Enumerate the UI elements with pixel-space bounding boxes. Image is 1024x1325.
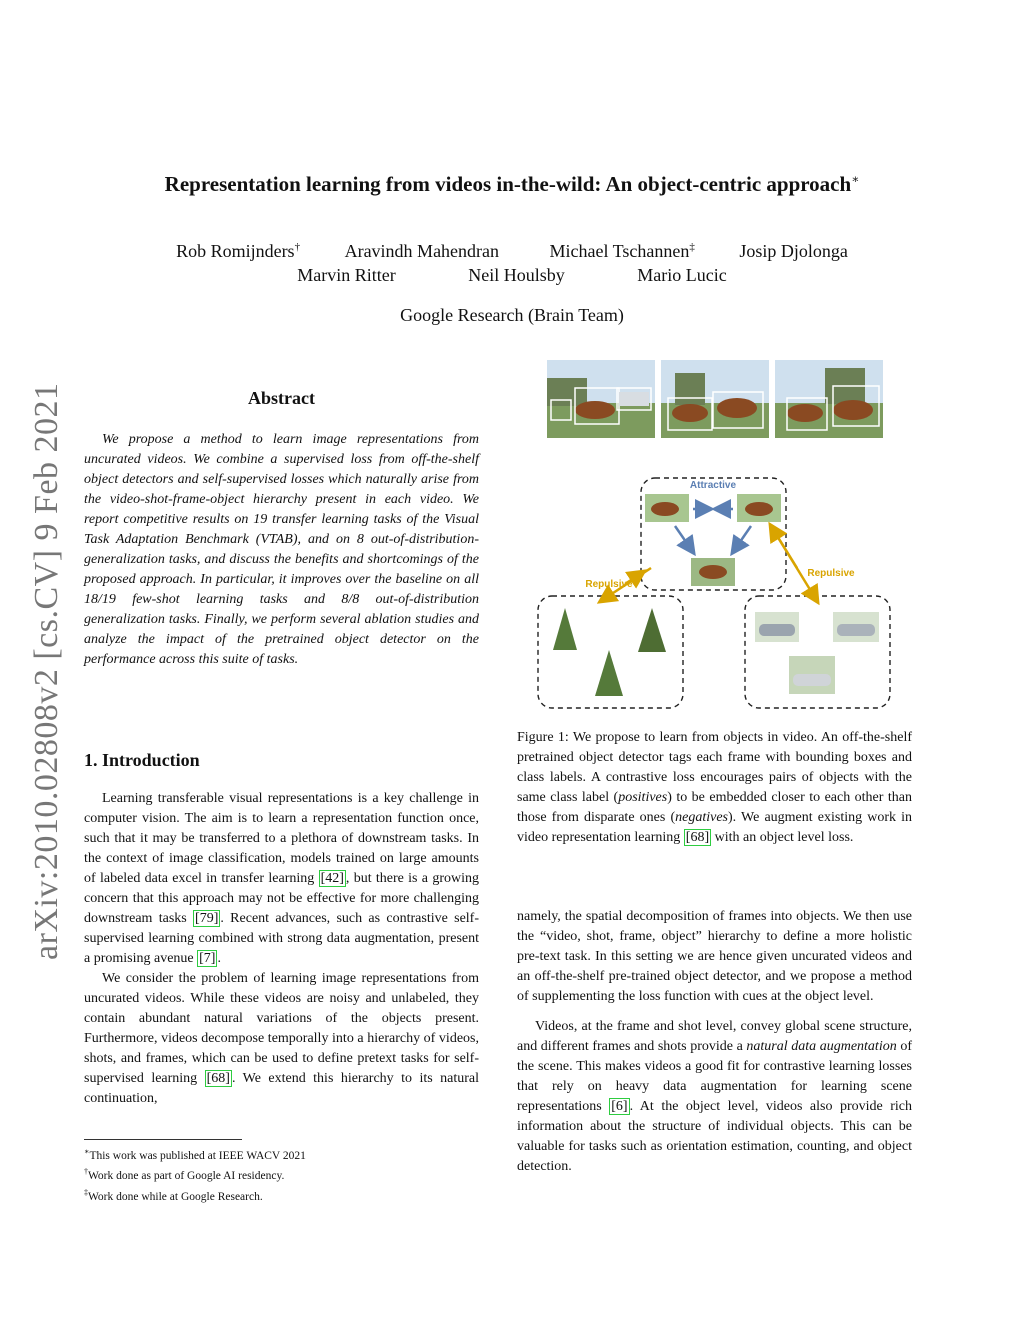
citation-link[interactable]: [42] (320, 871, 344, 886)
horse-crop-1 (645, 494, 689, 522)
paper-title (0, 172, 1024, 197)
footnote: †Work done as part of Google AI residency. (84, 1167, 285, 1183)
authors-row-2 (0, 265, 1024, 286)
car-crop-1 (755, 612, 799, 642)
horse-crop-3 (691, 558, 735, 586)
author: Neil Houlsby (468, 265, 565, 285)
citation-link[interactable]: [79] (195, 911, 219, 926)
intro-paragraph-4: Videos, at the frame and shot level, convey global scene structure, and different frames and shots provide a natural data augmentation of the scene. This makes videos a good fit for contrastive learning losses that rely on heavy data augmentation for learning scene representations [6] . At the object level, videos also provide rich information about the structure of individual objects. This can be valuable for tasks such as orientation estimation, counting, and object detection. (517, 1019, 912, 1174)
label-attractive: Attractive (689, 480, 737, 491)
author: Aravindh Mahendran (344, 241, 500, 261)
footnotes (84, 1144, 306, 1205)
video-frame-3 (775, 360, 883, 438)
figure-1-caption: Figure 1: We propose to learn from objects in video. An off-the-shelf pretrained object detector tags each frame with bounding boxes and class labels. A contrastive loss encourages pairs of objects with the same class label (positives) to be embedded closer to each other than those from disparate ones (negatives). We augment existing work in video representation learning [68] with an object level loss. (517, 730, 912, 845)
author: Rob Romijnders† (176, 241, 301, 261)
author: Marvin Ritter (297, 265, 396, 285)
intro-paragraph-2: We consider the problem of learning image representations from uncurated videos. While these videos are noisy and unlabeled, they contain abundant natural variations of the objects present. Furthermore, videos decompose temporally into a hierarchy of videos, shots, and frames, which can be used to define pretext tasks for self-supervised learning [68] . We extend this hierarchy to its natural continuation, (84, 971, 479, 1106)
footnote-rule (84, 1139, 242, 1140)
figure-1-diagram (535, 358, 900, 718)
tree-crop-3 (591, 648, 627, 698)
tree-crop-1 (549, 604, 581, 654)
author: Michael Tschannen‡ (549, 241, 695, 261)
tree-crop-2 (635, 606, 669, 654)
intro-paragraph-1: Learning transferable visual representations is a key challenge in computer vision. The aim is to learn a representation function once, such that it may be transferred to a plethora of downstream tasks. In the context of image classification, models trained on large amounts of labeled data excel in transfer learning [42] , but there is a growing concern that this approach may not be effective for more challenging downstream tasks [79] . Recent advances, such as contrastive self-supervised learning combined with strong data augmentation, present a promising avenue [7] . (84, 791, 479, 966)
right-column-body (517, 907, 912, 1177)
video-frame-1 (547, 360, 655, 438)
footnote: ∗This work was published at IEEE WACV 2021 (84, 1147, 306, 1162)
citation-link[interactable]: [68] (685, 830, 710, 845)
citation-link[interactable]: [6] (611, 1099, 628, 1114)
horse-crop-2 (737, 494, 781, 522)
footnote: ‡Work done while at Google Research. (84, 1187, 263, 1203)
citation-link[interactable]: [68] (206, 1071, 230, 1086)
title-footnote-mark: ∗ (851, 172, 860, 186)
left-column-body (84, 789, 479, 1109)
label-repulsive-left: Repulsive (585, 579, 633, 590)
section-heading-introduction: 1. Introduction (84, 750, 200, 770)
author: Mario Lucic (637, 265, 727, 285)
abstract-text: We propose a method to learn image representations from uncurated videos. We combine a supervised loss from off-the-shelf object detectors and self-supervised losses which naturally arise from the video-shot-frame-object hierarchy present in each video. We report competitive results on 19 transfer learning tasks of the Visual Task Adaptation Benchmark (VTAB), and on 8 out-of-distribution-generalization tasks, and discuss the benefits and shortcomings of the proposed approach. In particular, it improves over the baseline on all 18/19 few-shot learning tasks and 8/8 out-of-distribution generalization tasks. Finally, we perform several ablation studies and analyze the impact of the pretrained object detector on the performance across this suite of tasks. (84, 432, 479, 667)
car-crop-3 (789, 656, 835, 694)
video-frame-2 (661, 360, 769, 438)
car-crop-2 (833, 612, 879, 642)
paper-title-text: Representation learning from videos in-the-wild: An object-centric approach (164, 172, 852, 196)
label-repulsive-right: Repulsive (807, 568, 855, 579)
author: Josip Djolonga (739, 241, 848, 261)
affiliation: Google Research (Brain Team) (400, 305, 624, 325)
arxiv-identifier: arXiv:2010.02808v2 [cs.CV] 9 Feb 2021 (28, 382, 65, 960)
citation-link[interactable]: [7] (199, 951, 216, 966)
intro-paragraph-3: namely, the spatial decomposition of frames into objects. We then use the “video, shot, frame, object” hierarchy to define a more holistic pre-text task. In this setting we are hence given uncurated videos and an off-the-shelf pre-trained object detector, and we propose a method of supplementing the loss function with cues at the object level. (517, 909, 912, 1004)
authors-row-1 (0, 241, 1024, 262)
abstract-heading: Abstract (248, 388, 315, 408)
